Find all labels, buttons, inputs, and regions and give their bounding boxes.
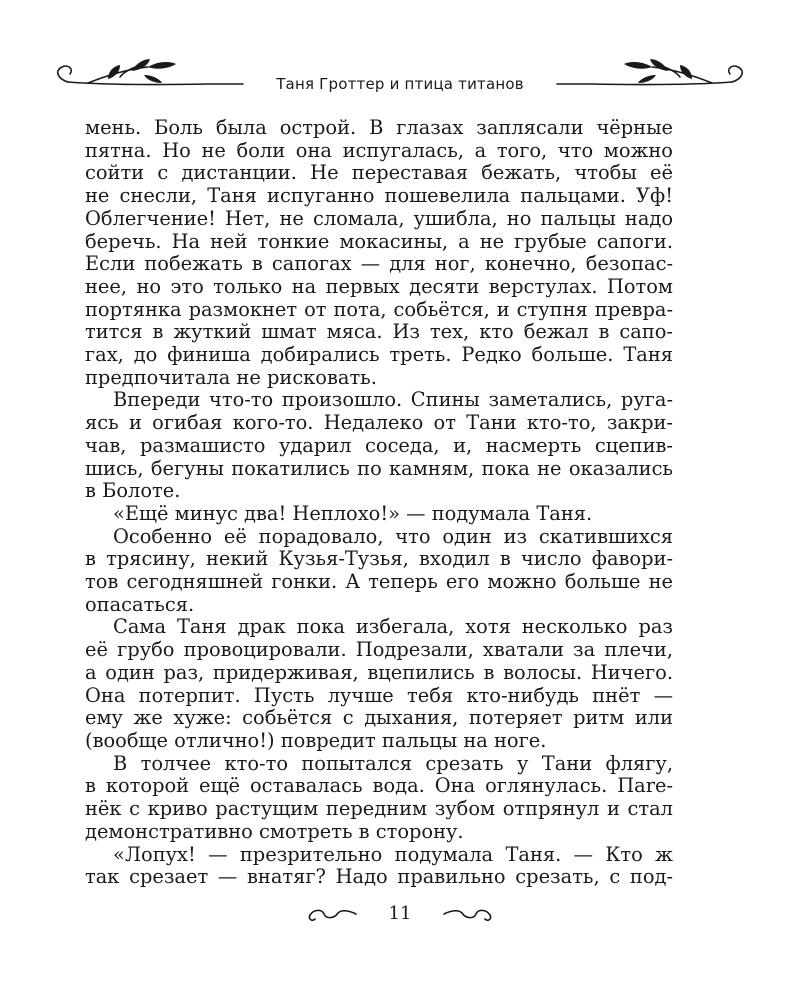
page-body-text [85, 117, 673, 889]
text-line: тится в жуткий шмат мяса. Из тех, кто бежал в сапо- [85, 320, 673, 344]
text-line: беречь. На ней тонкие мокасины, а не грубые сапоги. [85, 229, 673, 253]
page-footer [300, 897, 500, 931]
text-line: Особенно её порадовало, что один из скатившихся [113, 524, 673, 548]
text-line: тов сегодняшней гонки. А теперь его можно больше не [85, 570, 673, 594]
text-line: Сама Таня драк пока избегала, хотя несколько раз [113, 615, 673, 639]
text-line: ясь и огибая кого-то. Недалеко от Тани кто-то, закри- [85, 411, 673, 435]
text-line: В толчее кто-то попытался срезать у Тани флягу, [113, 751, 673, 775]
text-line: демонстративно смотреть в сторону. [85, 819, 464, 843]
running-header [48, 55, 752, 105]
text-line: чав, размашисто ударил соседа, и, насмерть сцепив- [85, 433, 673, 457]
text-line: не снесли, Таня испуганно пошевелила пальцами. Уф! [85, 184, 673, 208]
text-line: Она потерпит. Пусть лучше тебя кто-нибудь пнёт — [85, 683, 673, 707]
text-line: сойти с дистанции. Не переставая бежать, чтобы её [85, 161, 673, 185]
text-line: Впереди что-то произошло. Спины заметались, руга- [113, 388, 673, 412]
text-line: гах, до финиша добирались треть. Редко больше. Таня [85, 343, 673, 367]
text-line: пятна. Но не боли она испугалась, а того, что можно [85, 138, 673, 162]
text-line: (вообще отлично!) повредит пальцы на ноге. [85, 728, 547, 752]
text-line: а один раз, придерживая, вцепились в волосы. Ничего. [85, 660, 673, 684]
text-line: «Лопух! — презрительно подумала Таня. — Кто ж [113, 842, 673, 866]
text-line: ему же хуже: собьётся с дыхания, потеряет ритм или [85, 706, 673, 730]
text-line: шись, бегуны покатились по камням, пока не оказались [85, 456, 673, 480]
text-line: нее, но это только на первых десяти верстулах. Потом [85, 274, 673, 298]
text-line: в трясину, некий Кузья-Тузья, входил в число фавори- [85, 547, 673, 571]
text-line: её грубо провоцировали. Подрезали, хватали за плечи, [85, 638, 673, 662]
text-line: в Болоте. [85, 479, 181, 503]
text-line: мень. Боль была острой. В глазах заплясали чёрные [85, 116, 673, 139]
page-number: 11 [388, 903, 412, 924]
text-line: так срезает — внатяг? Надо правильно срезать, с под- [85, 865, 673, 889]
text-line: «Ещё минус два! Неплохо!» — подумала Таня. [113, 501, 593, 525]
text-line: Облегчение! Нет, не сломала, ушибла, но пальцы надо [85, 206, 673, 230]
text-line: опасаться. [85, 592, 195, 616]
text-line: нёк с криво растущим передним зубом отпрянул и стал [85, 797, 673, 821]
text-line: в которой ещё оставалась вода. Она оглянулась. Пare- [85, 774, 673, 798]
text-line: портянка размокнет от пота, собьётся, и ступня превра- [85, 297, 673, 321]
text-line: Если побежать в сапогах — для ног, конечно, безопас- [85, 252, 673, 276]
running-title: Таня Гроттер и птица титанов [276, 75, 524, 93]
text-line: предпочитала не рисковать. [85, 365, 377, 389]
